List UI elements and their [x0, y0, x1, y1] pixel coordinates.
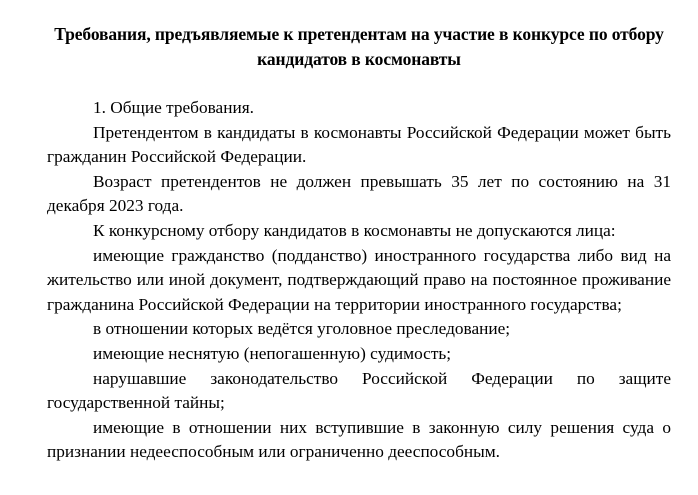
exclusion-state-secret-violation: нарушавшие законодательство Российской Федерации по защите государственной тайны;	[47, 368, 671, 413]
exclusion-legal-incapacity: имеющие в отношении них вступившие в законную силу решения суда о признании недееспособным или ограниченно дееспособным.	[47, 417, 671, 462]
paragraph-age-limit: Возраст претендентов не должен превышать 35 лет по состоянию на 31 декабря 2023 года.	[47, 171, 671, 216]
exclusion-criminal-prosecution: в отношении которых ведётся уголовное преследование;	[93, 319, 511, 339]
section-heading-general-requirements: 1. Общие требования.	[93, 98, 254, 117]
document-title: Требования, предъявляемые к претендентам на участие в конкурсе по отбору кандидатов в космонавты	[54, 24, 664, 69]
paragraph-exclusions-intro: К конкурсному отбору кандидатов в космонавты не допускаются лица:	[93, 220, 616, 240]
exclusion-criminal-record: имеющие неснятую (непогашенную) судимость;	[93, 343, 452, 363]
document-page	[47, 22, 671, 465]
paragraph-citizenship: Претендентом в кандидаты в космонавты Российской Федерации может быть гражданин Российской Федерации.	[47, 122, 671, 167]
exclusion-foreign-citizenship: имеющие гражданство (подданство) иностранного государства либо вид на жительство или иной документ, подтверждающий право на постоянное проживание гражданина Российской Федерации на территории иностранного государства;	[47, 245, 671, 314]
